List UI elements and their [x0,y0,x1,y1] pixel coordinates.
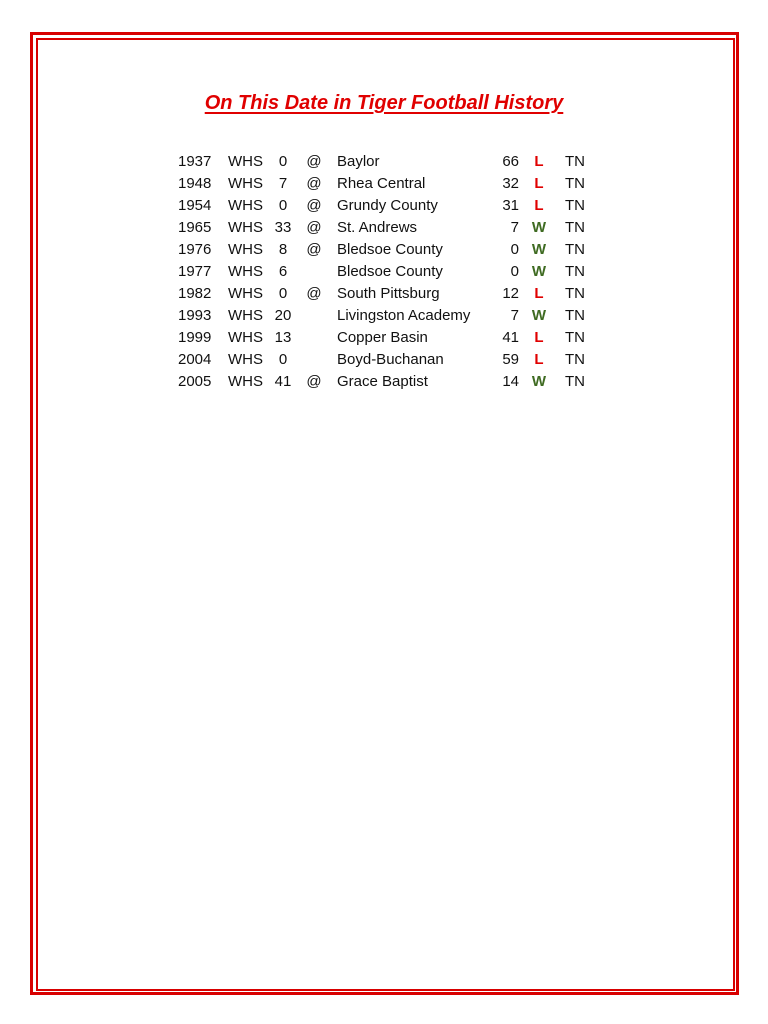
game-state: TN [565,307,585,324]
game-result: W [531,241,547,258]
away-marker: @ [306,153,322,170]
game-year: 1954 [178,197,212,214]
game-result: W [531,307,547,324]
game-year: 1999 [178,329,212,346]
team-score: 20 [274,307,292,324]
opponent-score: 12 [502,285,519,302]
game-result: W [531,263,547,280]
table-row [0,327,768,349]
game-year: 2004 [178,351,212,368]
game-year: 1982 [178,285,212,302]
team-score: 41 [274,373,292,390]
game-state: TN [565,175,585,192]
game-result: L [534,175,544,192]
game-result: L [534,329,544,346]
home-team: WHS [228,263,263,280]
game-state: TN [565,329,585,346]
game-year: 2005 [178,373,212,390]
game-state: TN [565,373,585,390]
home-team: WHS [228,307,263,324]
opponent-score: 7 [510,307,519,324]
game-year: 1977 [178,263,212,280]
table-row [0,283,768,305]
game-year: 1937 [178,153,212,170]
game-year: 1948 [178,175,212,192]
away-marker: @ [306,197,322,214]
away-marker: @ [306,373,322,390]
team-score: 6 [278,263,288,280]
table-row [0,305,768,327]
home-team: WHS [228,175,263,192]
opponent-name: St. Andrews [337,219,418,236]
home-team: WHS [228,241,263,258]
opponent-score: 14 [502,373,519,390]
team-score: 33 [274,219,292,236]
page-title: On This Date in Tiger Football History [204,92,564,114]
opponent-name: South Pittsburg [337,285,440,302]
game-state: TN [565,219,585,236]
team-score: 13 [274,329,292,346]
away-marker: @ [306,175,322,192]
table-row [0,261,768,283]
game-state: TN [565,263,585,280]
game-year: 1993 [178,307,212,324]
game-result: L [534,351,544,368]
table-row [0,217,768,239]
table-row [0,371,768,393]
opponent-name: Baylor [337,153,380,170]
opponent-score: 0 [510,241,519,258]
opponent-name: Bledsoe County [337,241,443,258]
game-state: TN [565,351,585,368]
game-state: TN [565,241,585,258]
opponent-score: 31 [502,197,519,214]
home-team: WHS [228,219,263,236]
opponent-score: 32 [502,175,519,192]
game-state: TN [565,153,585,170]
away-marker: @ [306,285,322,302]
table-row [0,349,768,371]
game-result: W [531,373,547,390]
opponent-score: 0 [510,263,519,280]
games-table [0,151,768,393]
opponent-name: Grundy County [337,197,438,214]
opponent-score: 41 [502,329,519,346]
team-score: 0 [278,351,288,368]
opponent-name: Bledsoe County [337,263,443,280]
game-result: L [534,197,544,214]
home-team: WHS [228,153,263,170]
game-year: 1976 [178,241,212,258]
game-result: W [531,219,547,236]
opponent-name: Rhea Central [337,175,426,192]
team-score: 0 [278,285,288,302]
opponent-name: Copper Basin [337,329,428,346]
opponent-name: Boyd-Buchanan [337,351,444,368]
team-score: 8 [278,241,288,258]
table-row [0,151,768,173]
home-team: WHS [228,373,263,390]
opponent-score: 7 [510,219,519,236]
table-row [0,239,768,261]
team-score: 7 [278,175,288,192]
opponent-name: Grace Baptist [337,373,428,390]
home-team: WHS [228,351,263,368]
home-team: WHS [228,197,263,214]
table-row [0,195,768,217]
game-state: TN [565,285,585,302]
table-row [0,173,768,195]
opponent-name: Livingston Academy [337,307,471,324]
game-result: L [534,153,544,170]
team-score: 0 [278,153,288,170]
team-score: 0 [278,197,288,214]
opponent-score: 66 [502,153,519,170]
game-state: TN [565,197,585,214]
game-year: 1965 [178,219,212,236]
home-team: WHS [228,329,263,346]
away-marker: @ [306,241,322,258]
opponent-score: 59 [502,351,519,368]
home-team: WHS [228,285,263,302]
away-marker: @ [306,219,322,236]
game-result: L [534,285,544,302]
